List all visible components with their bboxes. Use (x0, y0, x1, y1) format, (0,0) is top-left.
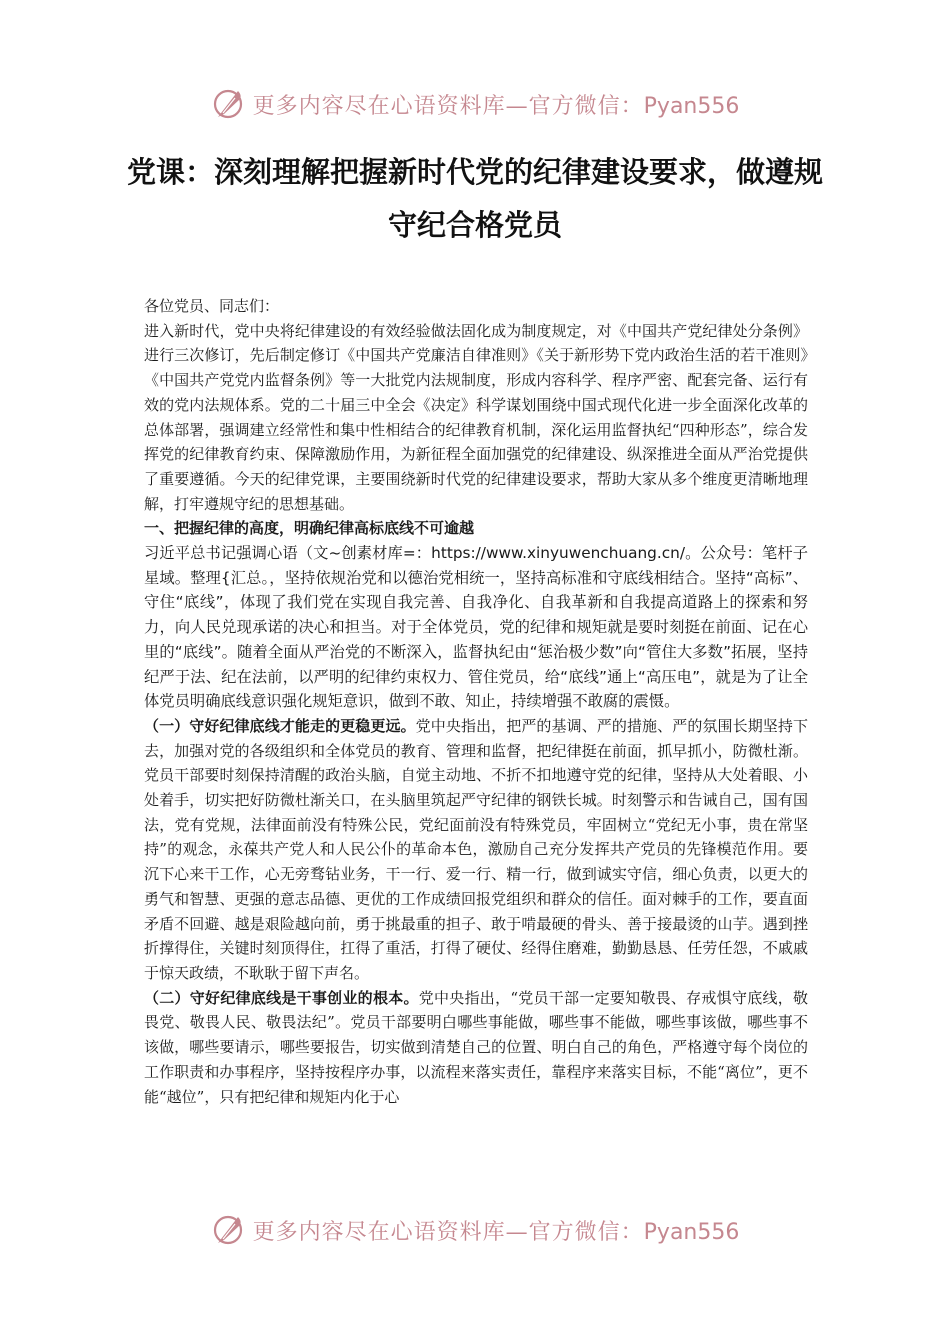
document-body (144, 294, 808, 1109)
subsection-1-text: 党中央指出，把严的基调、严的措施、严的氛围长期坚持下去，加强对党的各级组织和全体党员的教育、管理和监督，把纪律挺在前面，抓早抓小，防微杜渐。党员干部要时刻保持清醒的政治头脑，自觉主动地、不折不扣地遵守党的纪律，坚持从大处着眼、小处着手，切实把好防微杜渐关口，在头脑里筑起严守纪律的钢铁长城。时刻警示和告诫自己，国有国法，党有党规，法律面前没有特殊公民，党纪面前没有特殊党员，牢固树立“党纪无小事，贵在常坚持”的观念，永葆共产党人和人民公仆的革命本色，激励自己充分发挥共产党员的先锋模范作用。要沉下心来干工作，心无旁骛钻业务，干一行、爱一行、精一行，做到诚实守信，细心负责，以更大的勇气和智慧、更强的意志品德、更优的工作成绩回报党组织和群众的信任。面对棘手的工作，要直面矛盾不回避、越是艰险越向前，勇于挑最重的担子、敢于啃最硬的骨头、善于接最烫的山芋。遇到挫折撑得住，关键时刻顶得住，扛得了重活，打得了硬仗、经得住磨难，勤勤恳恳、任劳任怨，不戚戚于惊天政绩，不耿耿于留下声名。 (144, 716, 808, 982)
watermark-label-bottom: 更多内容尽在心语资料库—官方微信： (252, 1219, 644, 1245)
watermark-banner-top (0, 84, 950, 124)
section-heading-1: 一、把握纪律的高度，明确纪律高标底线不可逾越 (144, 519, 475, 538)
section-1-paragraph: 习近平总书记强调心语（文~创素材库=：https://www.xinyuwenchuang.cn/。公众号：笔杆子星域。整理{汇总。，坚持依规治党和以德治党相统一，坚持高标准和守底线相结合。坚持“高标”、守住“底线”，体现了我们党在实现自我完善、自我净化、自我革新和自我提高道路上的探索和努力，向人民兑现承诺的决心和担当。对于全体党员，党的纪律和规矩就是要时刻挺在前面、记在心里的“底线”。随着全面从严治党的不断深入，监督执纪由“惩治极少数”向“管住大多数”拓展，坚持纪严于法、纪在法前，以严明的纪律约束权力、管住党员，给“底线”通上“高压电”，就是为了让全体党员明确底线意识强化规矩意识，做到不敢、知止，持续增强不敢腐的震慑。 (144, 544, 808, 711)
subsection-2-text: 党中央指出，“党员干部一定要知敬畏、存戒惧守底线，敬畏党、敬畏人民、敬畏法纪”。党员干部要明白哪些事能做，哪些事不能做，哪些事该做，哪些事不该做，哪些要请示，哪些要报告，切实做到清楚自己的位置、明白自己的角色，严格遵守每个岗位的工作职责和办事程序，坚持按程序办事，以流程来落实责任，靠程序来落实目标，不能“离位”，更不能“越位”，只有把纪律和规矩内化于心 (144, 988, 808, 1106)
document-title: 党课：深刻理解把握新时代党的纪律建设要求，做遵规守纪合格党员 (126, 155, 823, 242)
watermark-wechat-id-bottom: Pyan556 (643, 1219, 740, 1245)
watermark-text-bottom (253, 1215, 740, 1246)
intro-paragraph: 进入新时代，党中央将纪律建设的有效经验做法固化成为制度规定，对《中国共产党纪律处分条例》进行三次修订，先后制定修订《中国共产党廉洁自律准则》《关于新形势下党内政治生活的若干准则》《中国共产党党内监督条例》等一大批党内法规制度，形成内容科学、程序严密、配套完备、运行有效的党内法规体系。党的二十届三中全会《决定》科学谋划围绕中国式现代化进一步全面深化改革的总体部署，强调建立经常性和集中性相结合的纪律教育机制，深化运用监督执纪“四种形态”，综合发挥党的纪律教育约束、保障激励作用，为新征程全面加强党的纪律建设、纵深推进全面从严治党提供了重要遵循。今天的纪律党课，主要围绕新时代党的纪律建设要求，帮助大家从多个维度更清晰地理解，打牢遵规守纪的思想基础。 (144, 321, 808, 513)
quill-logo-icon (211, 1212, 247, 1248)
subsection-1-lead: （一）守好纪律底线才能走的更稳更远。 (144, 716, 416, 735)
watermark-wechat-id: Pyan556 (643, 93, 740, 119)
subsection-1 (144, 714, 808, 986)
watermark-banner-bottom (0, 1210, 950, 1250)
quill-logo-icon (211, 86, 247, 122)
subsection-2-lead: （二）守好纪律底线是干事创业的根本。 (144, 988, 419, 1007)
greeting: 各位党员、同志们： (144, 297, 280, 315)
subsection-2 (144, 986, 808, 1110)
watermark-text (253, 89, 740, 120)
watermark-label: 更多内容尽在心语资料库—官方微信： (252, 93, 644, 119)
